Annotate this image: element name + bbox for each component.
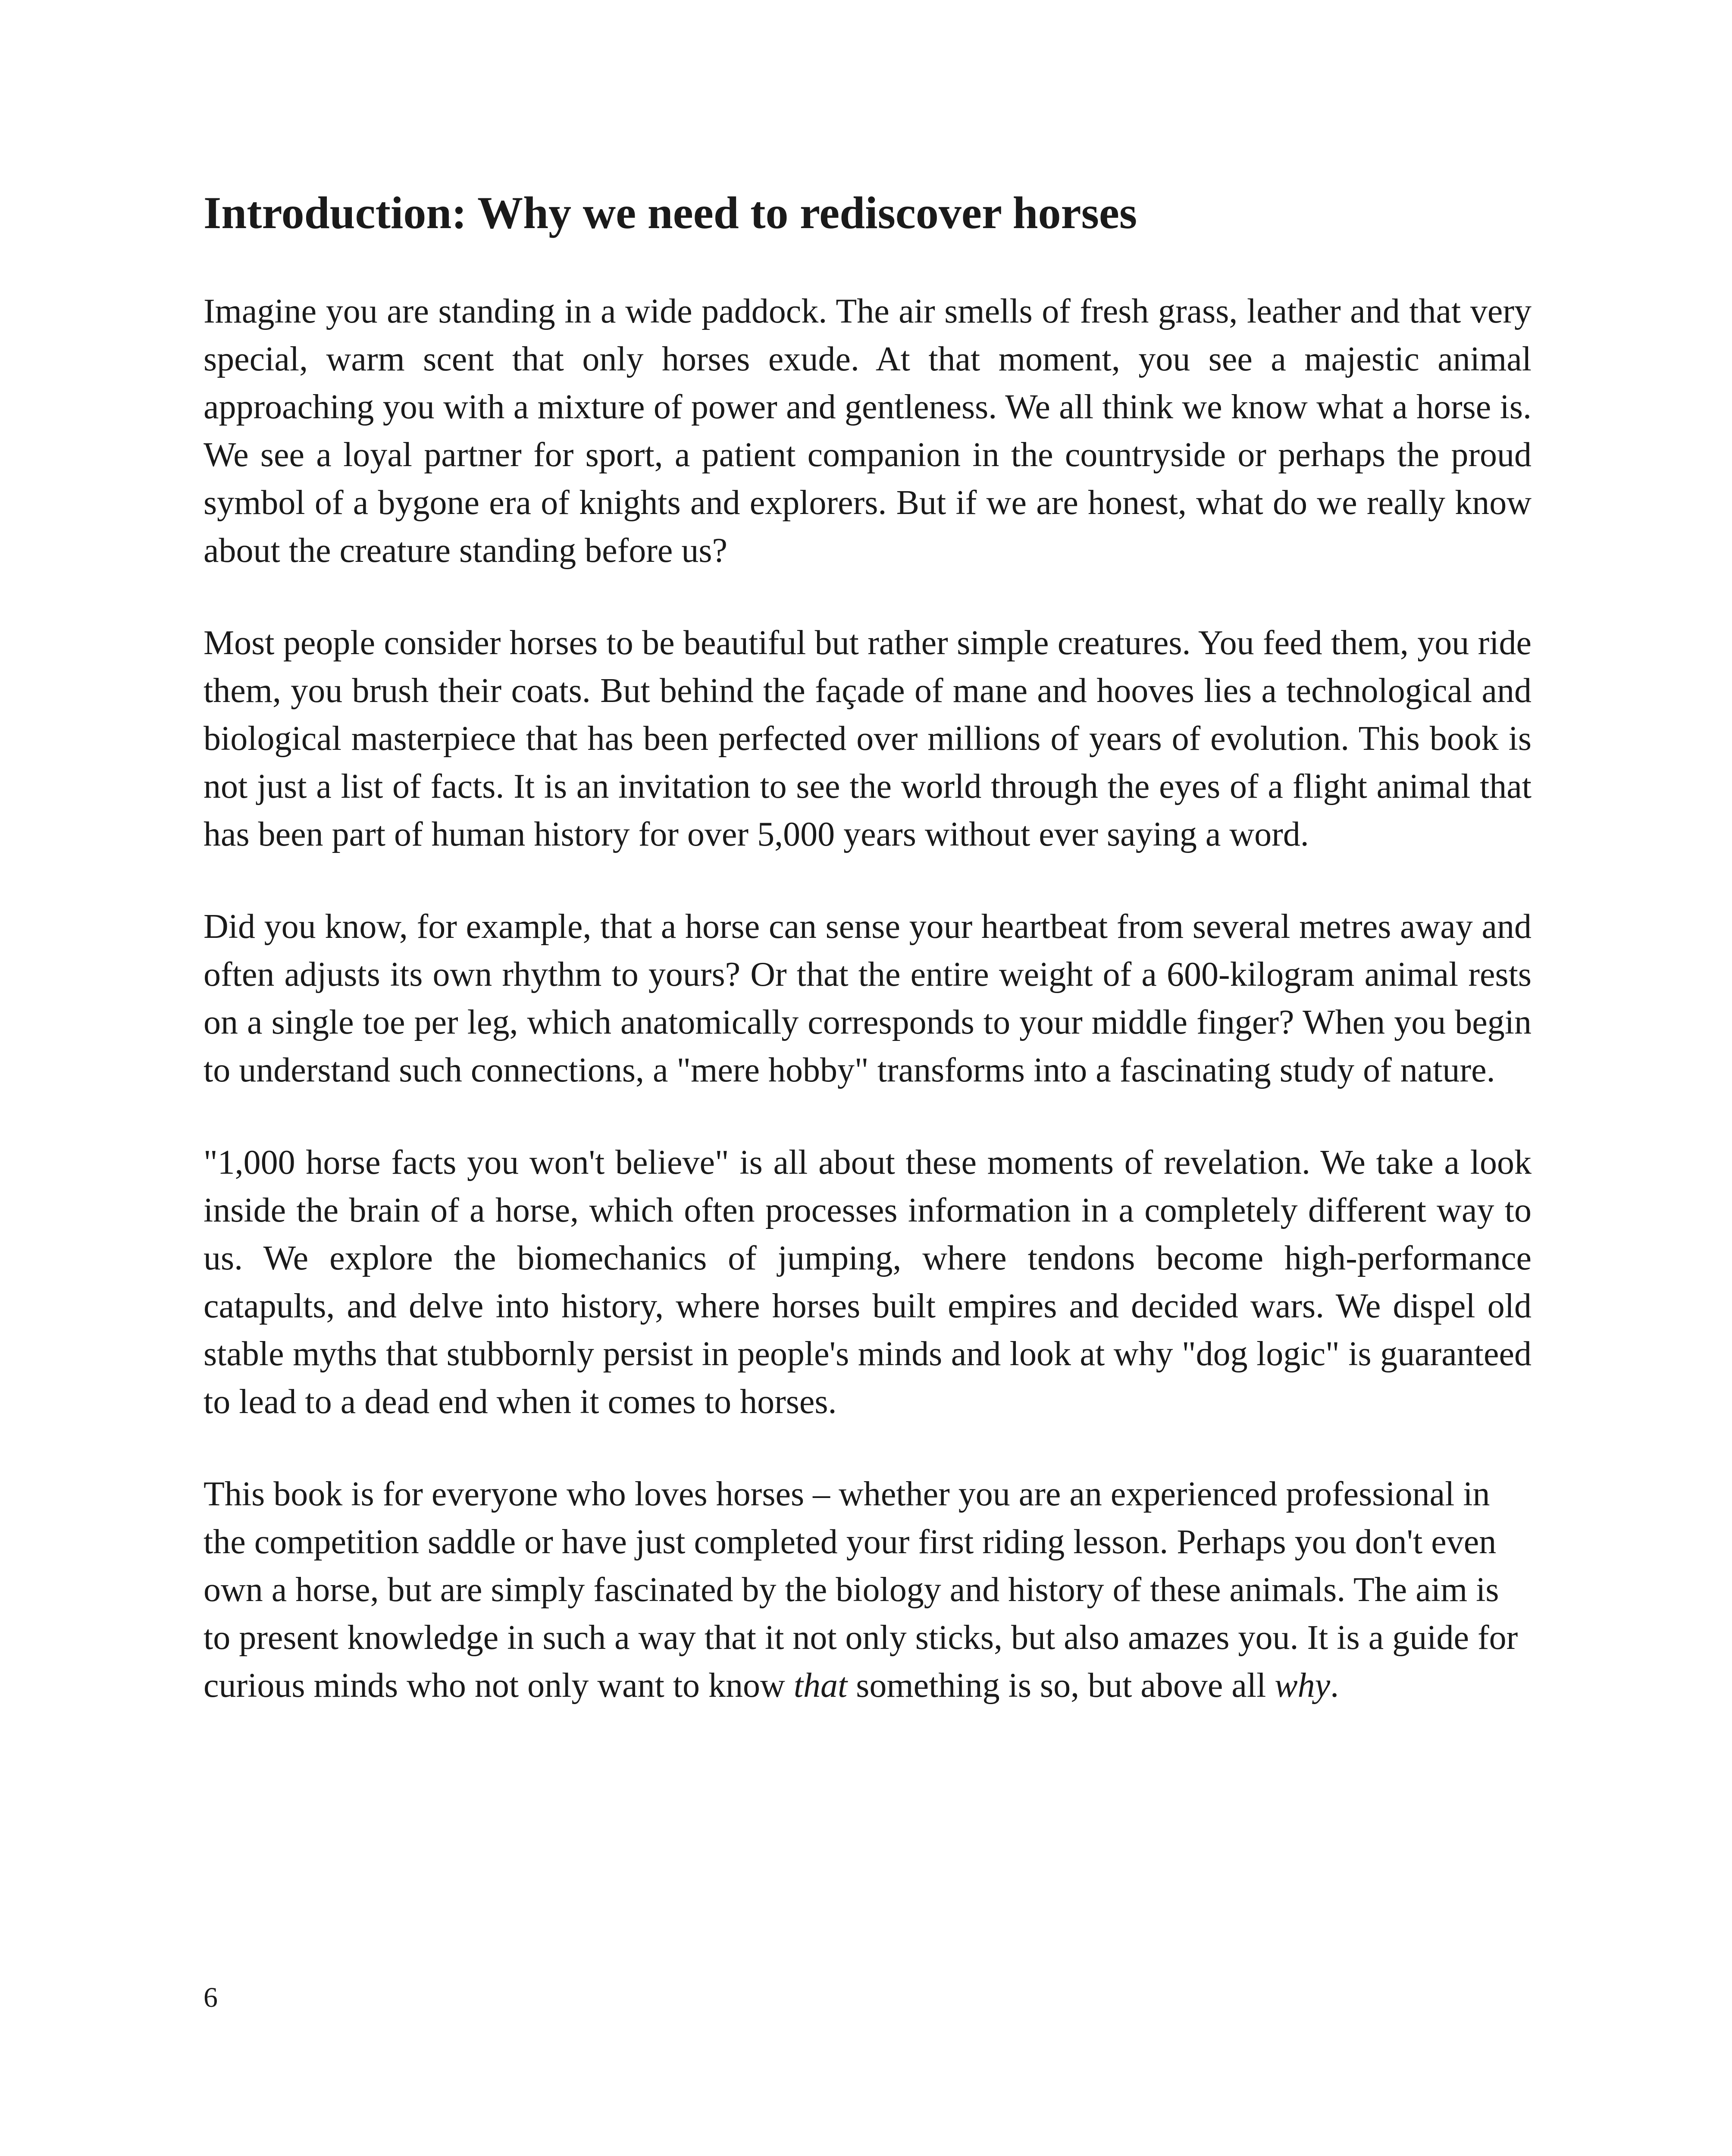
paragraph-1: Imagine you are standing in a wide paddock. The air smells of fresh grass, leather and that very special, warm scent that only horses exude. At that moment, you see a majestic animal approaching you with a mixture of power and gentleness. We all think we know what a horse is. We see a loyal partner for sport, a patient companion in the countryside or perhaps the proud symbol of a bygone era of knights and explorers. But if we are honest, what do we really know about the creature standing before us? [204,292,1532,570]
paragraph-5-text-1: This book is for everyone who loves horses – whether you are an experienced professional in the competition saddle or have just completed your first riding lesson. Perhaps you don't even own a horse, but are simply fascinated by the biology and history of these animals. The aim is to present knowledge in such a way that it not only sticks, but also amazes you. It is a guide for curious minds who not only want to know [204,1475,1518,1705]
chapter-title: Introduction: Why we need to rediscover horses [204,188,1137,238]
emphasis-why: why [1275,1667,1331,1705]
paragraph-5-text-3: . [1330,1667,1339,1705]
page-content [204,185,1532,1754]
page-number: 6 [204,1982,218,2013]
emphasis-that: that [793,1667,848,1705]
paragraph-5 [204,1470,1532,1710]
paragraph-5-text-2: something is so, but above all [847,1667,1275,1705]
paragraph-2: Most people consider horses to be beautiful but rather simple creatures. You feed them, you ride them, you brush their coats. But behind the façade of mane and hooves lies a technological and biological masterpiece that has been perfected over millions of years of evolution. This book is not just a list of facts. It is an invitation to see the world through the eyes of a flight animal that has been part of human history for over 5,000 years without ever saying a word. [204,624,1532,854]
paragraph-3: Did you know, for example, that a horse can sense your heartbeat from several metres away and often adjusts its own rhythm to yours? Or that the entire weight of a 600-kilogram animal rests on a single toe per leg, which anatomically corresponds to your middle finger? When you begin to understand such connections, a "mere hobby" transforms into a fascinating study of nature. [204,908,1532,1090]
paragraph-4: "1,000 horse facts you won't believe" is all about these moments of revelation. We take a look inside the brain of a horse, which often processes information in a completely different way to us. We explore the biomechanics of jumping, where tendons become high-performance catapults, and delve into history, where horses built empires and decided wars. We dispel old stable myths that stubbornly persist in people's minds and look at why "dog logic" is guaranteed to lead to a dead end when it comes to horses. [204,1144,1532,1421]
